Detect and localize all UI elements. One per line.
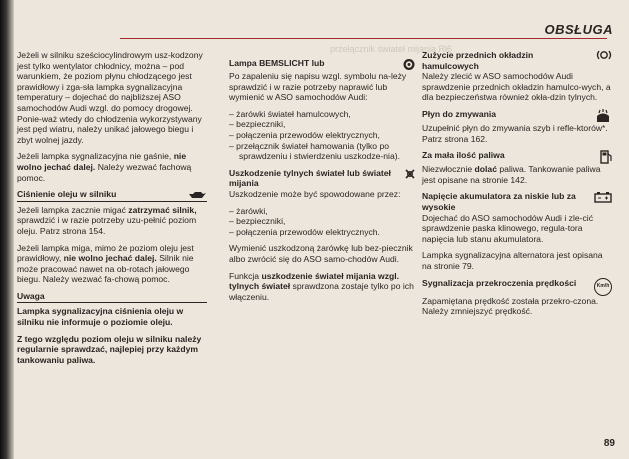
- paragraph: Po zapaleniu się napisu wzgl. symbolu na-leży sprawdzić i w razie potrzeby naprawić lub wymienić w ASO samochodów Audi:: [229, 71, 407, 103]
- washer-fluid-icon: [594, 109, 612, 123]
- paragraph: Z tego względu poziom oleju w silniku należy regularnie sprawdzać, najlepiej przy każdym tankowaniu paliwa.: [17, 333, 202, 365]
- heading-battery-voltage: Napięcie akumulatora za niskie lub za wysokie: [422, 191, 612, 212]
- paragraph: Funkcja uszkodzenie świateł mijania wzgl. tylnych świateł sprawdzona zostaje tylko po ich włączeniu.: [229, 270, 414, 302]
- section-heading-oil-pressure: Ciśnienie oleju w silniku: [17, 189, 207, 202]
- paragraph: Dojechać do ASO samochodów Audi i zle-cić sprawdzenie paska klinowego, regula-tora napięcia lub stanu akumulatora.: [422, 212, 594, 244]
- heading-washer-fluid: Płyn do zmywania: [422, 109, 612, 123]
- paragraph: Lampka sygnalizacyjna ciśnienia oleju w silniku nie informuje o poziomie oleju.: [17, 306, 184, 328]
- paragraph: Niezwłocznie dolać paliwa. Tankowanie paliwa jest opisane na stronie 142.: [422, 164, 601, 185]
- paragraph: Jeżeli w silniku sześciocylindrowym usz-kodzony jest tylko wentylator chłodnicy, można – pod warunkiem, że poziom płynu chłodzącego jest prawidłowy i zga-sła lampka sygnalizacyjna temperatury – dojechać do najbliższej ASO samochodów Audi wzgl. do pomocy drogowej. Ponie-waż wtedy do chłodzenia wykorzystywany jest pęd wiatru, należy unikać jałowego biegu i zbyt wolnej jazdy.: [17, 50, 203, 145]
- list-item: – połączenia przewodów elektrycznych.: [229, 226, 380, 237]
- brake-pad-icon: [596, 50, 612, 60]
- paragraph: Jeżeli lampka sygnalizacyjna nie gaśnie, nie wolno jechać dalej. Należy wezwać fachową pomoc.: [17, 151, 192, 183]
- binding-shadow: [0, 0, 14, 459]
- speed-warning-icon: Km/h: [594, 278, 612, 296]
- battery-icon: [594, 191, 612, 203]
- column-left: [17, 50, 207, 371]
- list-item: – bezpieczniki,: [229, 216, 286, 227]
- heading-low-fuel: Za mała ilość paliwa: [422, 150, 612, 164]
- checklist: [229, 109, 417, 162]
- section-heading-note: Uwaga: [17, 291, 207, 304]
- paragraph: Zapamiętana prędkość została przekro-czona. Należy zmniejszyć prędkość.: [422, 295, 599, 317]
- brake-warning-icon: [401, 58, 417, 71]
- paragraph: Jeżeli lampka zacznie migać zatrzymać silnik, sprawdzić i w razie potrzeby uzu-pełnić poziom oleju. Patrz strona 154.: [17, 204, 197, 236]
- section-title: OBSŁUGA: [544, 22, 613, 37]
- paragraph: Uzupełnić płyn do zmywania szyb i refle-ktorów*. Patrz strona 162.: [422, 122, 608, 144]
- paragraph: Lampka sygnalizacyjna alternatora jest opisana na stronie 79.: [422, 250, 603, 271]
- list-item: – żarówki świateł hamulcowych,: [229, 108, 351, 119]
- paragraph: Wymienić uszkodzoną żarówkę lub bez-piecznik albo zwrócić się do ASO samo-chodów Audi.: [229, 243, 413, 264]
- list-item: – bezpieczniki,: [229, 119, 286, 130]
- bulb-failure-icon: [403, 168, 417, 180]
- list-item: – przełącznik świateł hamowania (tylko po sprawdzeniu i stwierdzeniu uszkodze-nia).: [229, 140, 400, 162]
- list-item: – połączenia przewodów elektrycznych,: [229, 129, 380, 140]
- bleed-through-text: przełącznik świateł mijania Rł6: [330, 44, 453, 54]
- heading-brake-pads: Zużycie przednich okładzin hamulcowych: [422, 50, 612, 71]
- heading-brake-light: Lampa BEMSLICHT lub: [229, 58, 417, 71]
- list-item: – żarówki,: [229, 205, 268, 216]
- heading-light-failure: Uszkodzenie tylnych świateł lub świateł mijania: [229, 168, 417, 189]
- page-number: 89: [603, 438, 615, 449]
- cause-list: [229, 206, 417, 238]
- oil-can-icon: [187, 190, 207, 199]
- header-rule: [120, 38, 607, 39]
- column-middle: [229, 58, 417, 308]
- fuel-pump-icon: [600, 150, 612, 164]
- paragraph: Należy zlecić w ASO samochodów Audi sprawdzenie przednich okładzin hamulco-wych, a dla bezpieczeństwa również okła-dzin tylnych.: [422, 71, 611, 103]
- paragraph: Jeżeli lampka miga, mimo że poziom oleju jest prawidłowy, nie wolno jechać dalej. Silnik nie może pracować nawet na ob-rotach jałowego biegu. Należy wezwać fa-chową pomoc.: [17, 242, 194, 285]
- paragraph: Uszkodzenie może być spowodowane przez:: [229, 188, 401, 199]
- column-right: [422, 50, 612, 323]
- heading-speed-warning: Sygnalizacja przekroczenia prędkości Km/h: [422, 278, 612, 296]
